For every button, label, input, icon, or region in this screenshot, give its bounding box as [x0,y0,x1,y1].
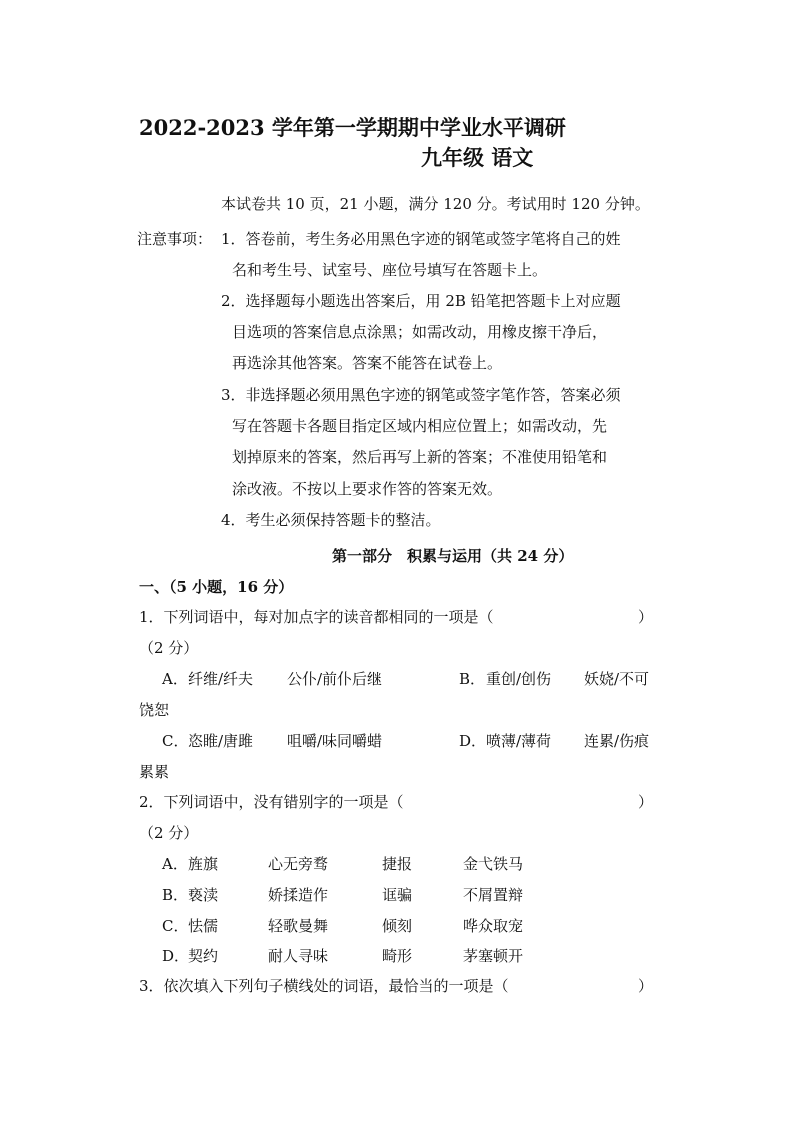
q2-option-a-word-1: 旌旗 [188,855,219,873]
q2-option-b-word-1: 亵渎 [188,886,219,904]
note-1-line-2: 名和考生号、试室号、座位号填写在答题卡上。 [232,261,548,279]
q2-option-a-word-2: 心无旁骛 [268,855,329,873]
q2-close-paren: ） [638,793,654,811]
q1-option-d-word-1: 喷薄/薄荷 [486,732,552,750]
q1-option-a-word-2: 公仆/前仆后继 [287,670,383,688]
section-one-heading: 一、（5 小题，16 分） [139,578,294,596]
q2-option-b-word-3: 诓骗 [382,886,413,904]
q1-option-c-label: C． [162,732,189,750]
q3-close-paren: ） [638,977,654,995]
note-2-line-2: 目选项的答案信息点涂黑；如需改动，用橡皮擦干净后， [232,323,608,341]
q2-option-b-label: B． [162,886,189,904]
note-3-line-4: 涂改液。不按以上要求作答的答案无效。 [232,480,503,498]
q1-option-b-word-1: 重创/创伤 [486,670,552,688]
q1-option-a-label: A． [162,670,188,688]
q1-option-d-word-2-wrap: 累累 [139,763,170,781]
note-2-line-3: 再选涂其他答案。答案不能答在试卷上。 [232,354,503,372]
exam-intro: 本试卷共 10 页，21 小题，满分 120 分。考试用时 120 分钟。 [221,195,650,213]
q2-option-c-word-3: 倾刻 [382,917,413,935]
q2-option-b-word-4: 不屑置辩 [463,886,524,904]
exam-title: 2022-2023 学年第一学期期中学业水平调研 [139,115,566,140]
notes-label: 注意事项： [137,230,213,248]
part1-heading: 第一部分 积累与运用（共 24 分） [332,547,574,565]
q1-score: （2 分） [139,639,199,657]
q2-option-c-word-1: 怯儒 [188,917,219,935]
exam-subtitle: 九年级 语文 [421,145,534,170]
q1-close-paren: ） [638,608,654,626]
q2-option-d-label: D． [162,947,190,965]
q1-option-b-word-2-wrap: 饶恕 [139,701,170,719]
q2-stem: 2．下列词语中，没有错别字的一项是（ [139,793,404,811]
q2-option-a-label: A． [162,855,188,873]
q2-option-d-word-1: 契约 [188,947,219,965]
q1-option-c-word-1: 恣睢/唐雎 [188,732,254,750]
note-4-line-1: 4．考生必须保持答题卡的整洁。 [221,511,441,529]
q2-option-a-word-4: 金弋铁马 [463,855,524,873]
q3-stem: 3．依次填入下列句子横线处的词语，最恰当的一项是（ [139,977,509,995]
q2-option-b-word-2: 娇揉造作 [268,886,329,904]
q2-option-c-word-4: 哗众取宠 [463,917,524,935]
q1-option-b-word-2: 妖娆/不可 [584,670,650,688]
q2-option-a-word-3: 捷报 [382,855,413,873]
note-1-line-1: 1．答卷前，考生务必用黑色字迹的钢笔或签字笔将自己的姓 [221,230,621,248]
q2-score: （2 分） [139,824,199,842]
q2-option-d-word-4: 茅塞顿开 [463,947,524,965]
note-3-line-1: 3．非选择题必须用黑色字迹的钢笔或签字笔作答，答案必须 [221,386,621,404]
q1-stem: 1．下列词语中，每对加点字的读音都相同的一项是（ [139,608,494,626]
q2-option-d-word-3: 畸形 [382,947,413,965]
q1-option-d-label: D． [459,732,487,750]
note-2-line-1: 2．选择题每小题选出答案后，用 2B 铅笔把答题卡上对应题 [221,292,621,310]
note-3-line-2: 写在答题卡各题目指定区域内相应位置上；如需改动，先 [232,417,608,435]
q1-option-d-word-2: 连累/伤痕 [584,732,650,750]
q1-option-a-word-1: 纤维/纤夫 [188,670,254,688]
note-3-line-3: 划掉原来的答案，然后再写上新的答案；不准使用铅笔和 [232,448,608,466]
q1-option-b-label: B． [459,670,486,688]
q1-option-c-word-2: 咀嚼/味同嚼蜡 [287,732,383,750]
q2-option-c-label: C． [162,917,189,935]
q2-option-d-word-2: 耐人寻味 [268,947,329,965]
q2-option-c-word-2: 轻歌曼舞 [268,917,329,935]
